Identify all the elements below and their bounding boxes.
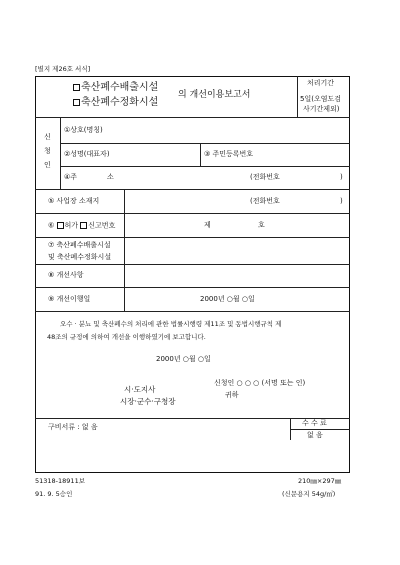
divider (200, 143, 201, 166)
approval-date: 91. 9. 5승인 (35, 490, 73, 498)
report-checkbox[interactable] (80, 222, 87, 229)
company-name-label: ①상호(명칭) (64, 126, 103, 134)
divider (290, 418, 291, 440)
facility-label: ⑦ 축산폐수배출시설 (48, 241, 111, 249)
form-title: 의 개선이용보고서 (178, 90, 251, 100)
applicant-section-label: 청 (44, 147, 51, 155)
divider (35, 264, 350, 265)
checkbox-label: 축산폐수배출시설 (81, 82, 159, 93)
divider (297, 76, 298, 117)
processing-period-value: 5일(오염도검 (300, 95, 341, 103)
divider (290, 429, 350, 430)
statement-text: 오수 · 분뇨 및 축산폐수의 처리에 관한 법률시행령 제11조 및 동법시행규칙 제 (60, 320, 282, 328)
divider (60, 166, 350, 167)
site-location-label: ⑤ 사업장 소재지 (48, 197, 100, 205)
divider (35, 311, 350, 312)
divider (35, 189, 350, 190)
number-suffix: 호 (258, 221, 265, 229)
divider (35, 117, 350, 118)
completion-date-label: ⑨ 개선이행일 (48, 295, 91, 303)
number-prefix: 제 (204, 221, 211, 229)
report-date: 2000년 ○월 ○일 (156, 355, 211, 363)
permit-report-field (48, 222, 115, 230)
recipient: 시장·군수·구청장 (120, 397, 176, 406)
form-code: 51318-18911보 (35, 477, 85, 485)
fee-value: 없 음 (307, 431, 323, 439)
honorific: 귀하 (225, 391, 239, 399)
applicant-section-label: 신 (44, 133, 51, 141)
divider (35, 237, 350, 238)
checkbox-discharge-facility[interactable] (73, 83, 158, 93)
divider (60, 143, 350, 144)
processing-period-value: 사기간제외) (303, 105, 340, 113)
completion-date-value: 2000년 ○월 ○일 (200, 295, 255, 303)
representative-label: ②성명(대표자) (64, 150, 110, 158)
divider (60, 117, 61, 189)
site-phone-close: ) (340, 197, 343, 205)
applicant-signature: 신청인 ○ ○ ○ (서명 또는 인) (214, 379, 306, 387)
required-documents: 구비서류 : 없 음 (48, 423, 98, 431)
divider (124, 189, 125, 311)
checkbox-label: 축산폐수정화시설 (81, 97, 159, 108)
checkbox-purification-facility[interactable] (73, 98, 158, 108)
address-label: ④주 (64, 173, 78, 181)
checkbox-box[interactable] (73, 84, 80, 91)
statement-text: 48조의 규정에 의하여 개선을 이행하였기에 보고합니다. (47, 333, 206, 341)
phone-close: ) (340, 173, 343, 181)
report-label: 신고번호 (88, 221, 116, 230)
facility-label: 및 축산폐수정화시설 (48, 253, 112, 261)
resident-number-label: ③ 주민등록번호 (204, 150, 254, 158)
improvements-label: ⑧ 개선사항 (48, 271, 84, 279)
phone-label: (전화번호 (250, 173, 280, 181)
permit-checkbox[interactable] (57, 222, 64, 229)
processing-period-label: 처리기간 (307, 79, 335, 87)
paper-type: (신문용지 54g/㎡) (282, 490, 336, 498)
form-number: [별지 제26호 서식] (35, 65, 91, 73)
site-phone-label: (전화번호 (250, 197, 280, 205)
checkbox-box[interactable] (73, 99, 80, 106)
fee-label: 수 수 료 (302, 419, 327, 427)
applicant-section-label: 인 (44, 161, 51, 169)
permit-prefix: ⑥ (48, 221, 55, 230)
permit-label: 허가 (64, 221, 79, 230)
divider (35, 287, 350, 288)
divider (35, 213, 350, 214)
paper-size: 210㎜×297㎜ (298, 477, 342, 485)
address-label: 소 (107, 173, 114, 181)
recipient: 시·도지사 (124, 385, 156, 394)
